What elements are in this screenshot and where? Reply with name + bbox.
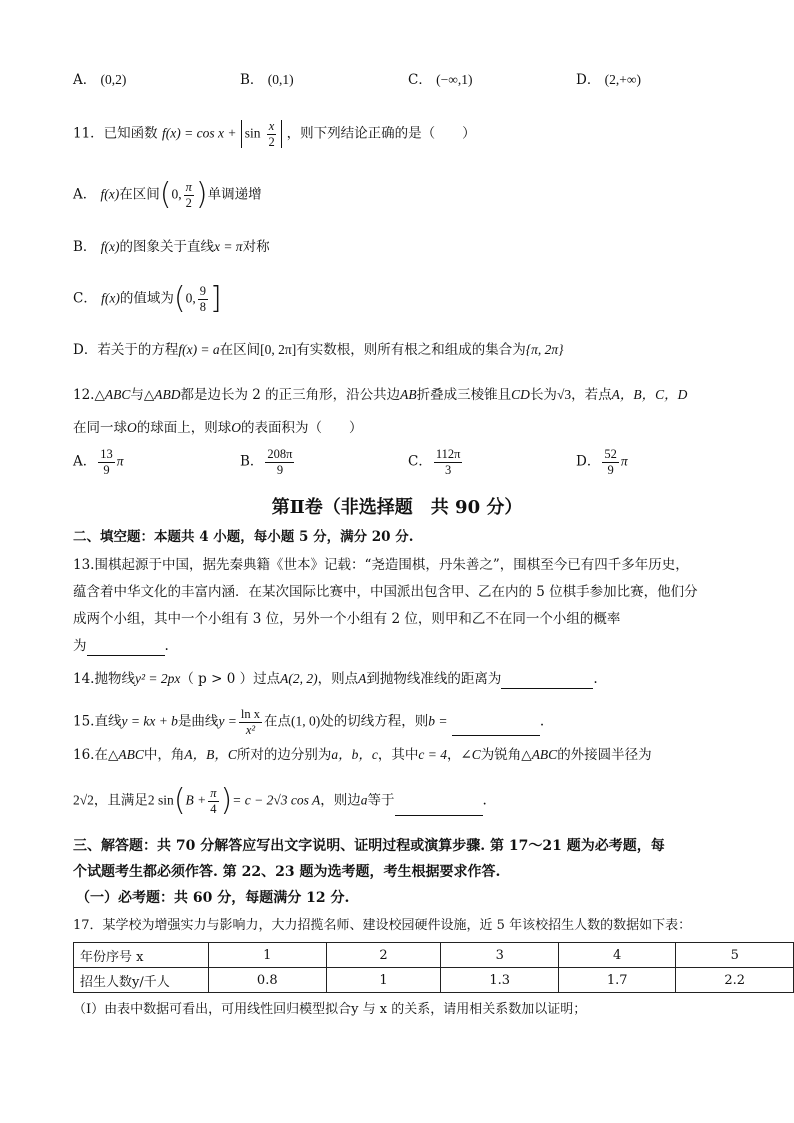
q13-line2: 蕴含着中华文化的丰富内涵．在某次国际比赛中，中国派出包含甲、乙在内的 5 位棋手参加比赛，他们分 <box>73 584 698 600</box>
answer-header-line3: （一）必考题：共 60 分，每题满分 12 分. <box>76 890 350 906</box>
q13-line3: 成两个小组，其中一个小组有 3 位，另外一个小组有 2 位，则甲和乙不在同一个小组的概率 <box>73 611 621 627</box>
table-cell: 1 <box>326 968 441 993</box>
q16-line2: 2√2，且满足2 sin(B + $\frac{\pi}{4}$ )= c − 2√3 cos A，则边a等于 . <box>73 783 487 818</box>
q12-option-a: A． $\frac{13}{9}$ π <box>73 447 124 477</box>
q16-answer-blank[interactable] <box>395 815 483 816</box>
q10-option-c: C． (−∞,1) <box>408 72 473 88</box>
q13-answer-blank[interactable] <box>87 655 165 656</box>
q12-option-b: B． $\frac{208\pi}{9}$ <box>240 447 293 477</box>
q10-option-b: B． (0,1) <box>240 72 294 88</box>
q10-option-a: A． (0,2) <box>73 72 127 88</box>
q17-part1: （Ⅰ）由表中数据可看出，可用线性回归模型拟合y 与 x 的关系，请用相关系数加以证明； <box>73 1002 587 1017</box>
q14-answer-blank[interactable] <box>501 688 593 689</box>
table-cell: 1.3 <box>441 968 558 993</box>
q15-answer-blank[interactable] <box>452 735 540 736</box>
table-header-cell: 招生人数y/千人 <box>74 968 209 993</box>
q12-stem-line1: 12.△ABC与△ABD都是边长为 2 的正三角形，沿公共边AB折叠成三棱锥且CD长为√3，若点A，B，C，D <box>73 387 688 403</box>
table-cell: 5 <box>676 943 794 968</box>
q15-stem: 15.直线y = kx + b是曲线y = $\frac{\text{ln x}}{\text{x²}}$ 在点(1, 0)处的切线方程，则b = . <box>73 707 545 737</box>
q11-option-d: D．若关于的方程f(x) = a在区间[0, 2π]有实数根，则所有根之和组成的集合为{π, 2π} <box>73 342 564 358</box>
q12-option-d: D． $\frac{52}{9}$ π <box>576 447 628 477</box>
fill-blank-header: 二、填空题：本题共 4 小题，每小题 5 分，满分 20 分. <box>73 529 414 545</box>
table-row <box>74 943 794 968</box>
q14-stem: 14.抛物线y² = 2px（ p > 0 ）过点A(2, 2)，则点A到抛物线准线的距离为 . <box>73 671 598 687</box>
q11-option-b: B． f(x)的图象关于直线x = π对称 <box>73 239 270 255</box>
table-row <box>74 968 794 993</box>
q17-stem: 17．某学校为增强实力与影响力，大力招揽名师、建设校园硬件设施，近 5 年该校招生人数的数据如下表： <box>73 918 692 933</box>
table-cell: 3 <box>441 943 558 968</box>
q11-stem: 11．已知函数 f(x) = cos x + sin $\frac{x}{2}$ ，则下列结论正确的是（ ） <box>73 119 476 149</box>
q10-option-d: D． (2,+∞) <box>576 72 641 88</box>
table-cell: 2.2 <box>676 968 794 993</box>
q12-stem-line2: 在同一球O的球面上，则球O的表面积为（ ） <box>73 420 363 436</box>
table-cell: 0.8 <box>209 968 326 993</box>
answer-header-line2: 个试题考生都必须作答. 第 22、23 题为选考题，考生根据要求作答. <box>73 864 501 880</box>
table-cell: 2 <box>326 943 441 968</box>
table-cell: 1.7 <box>558 968 675 993</box>
q13-line1: 13.围棋起源于中国，据先秦典籍《世本》记载：“尧造围棋，丹朱善之”，围棋至今已有四千多年历史， <box>73 557 689 573</box>
table-cell: 1 <box>209 943 326 968</box>
q17-data-table <box>73 942 794 993</box>
q12-option-c: C． $\frac{112\pi}{3}$ <box>408 447 461 477</box>
q13-line4: 为 . <box>73 638 169 654</box>
answer-header-line1: 三、解答题：共 70 分解答应写出文字说明、证明过程或演算步骤. 第 17～21 题为必考题，每 <box>73 838 665 854</box>
table-cell: 4 <box>558 943 675 968</box>
q16-line1: 16.在△ABC中，角A，B，C所对的边分别为a，b，c，其中c = 4，∠C为锐角△ABC的外接圆半径为 <box>73 747 652 763</box>
table-header-cell: 年份序号 x <box>74 943 209 968</box>
q11-option-a: A． f(x)在区间(0, $\frac{\pi}{2}$ )单调递增 <box>73 177 262 212</box>
section-2-title: 第Ⅱ卷（非选择题 共 90 分） <box>271 497 523 518</box>
q11-option-c: C． f(x)的值域为(0, $\frac{9}{8}$ ] <box>73 281 222 316</box>
